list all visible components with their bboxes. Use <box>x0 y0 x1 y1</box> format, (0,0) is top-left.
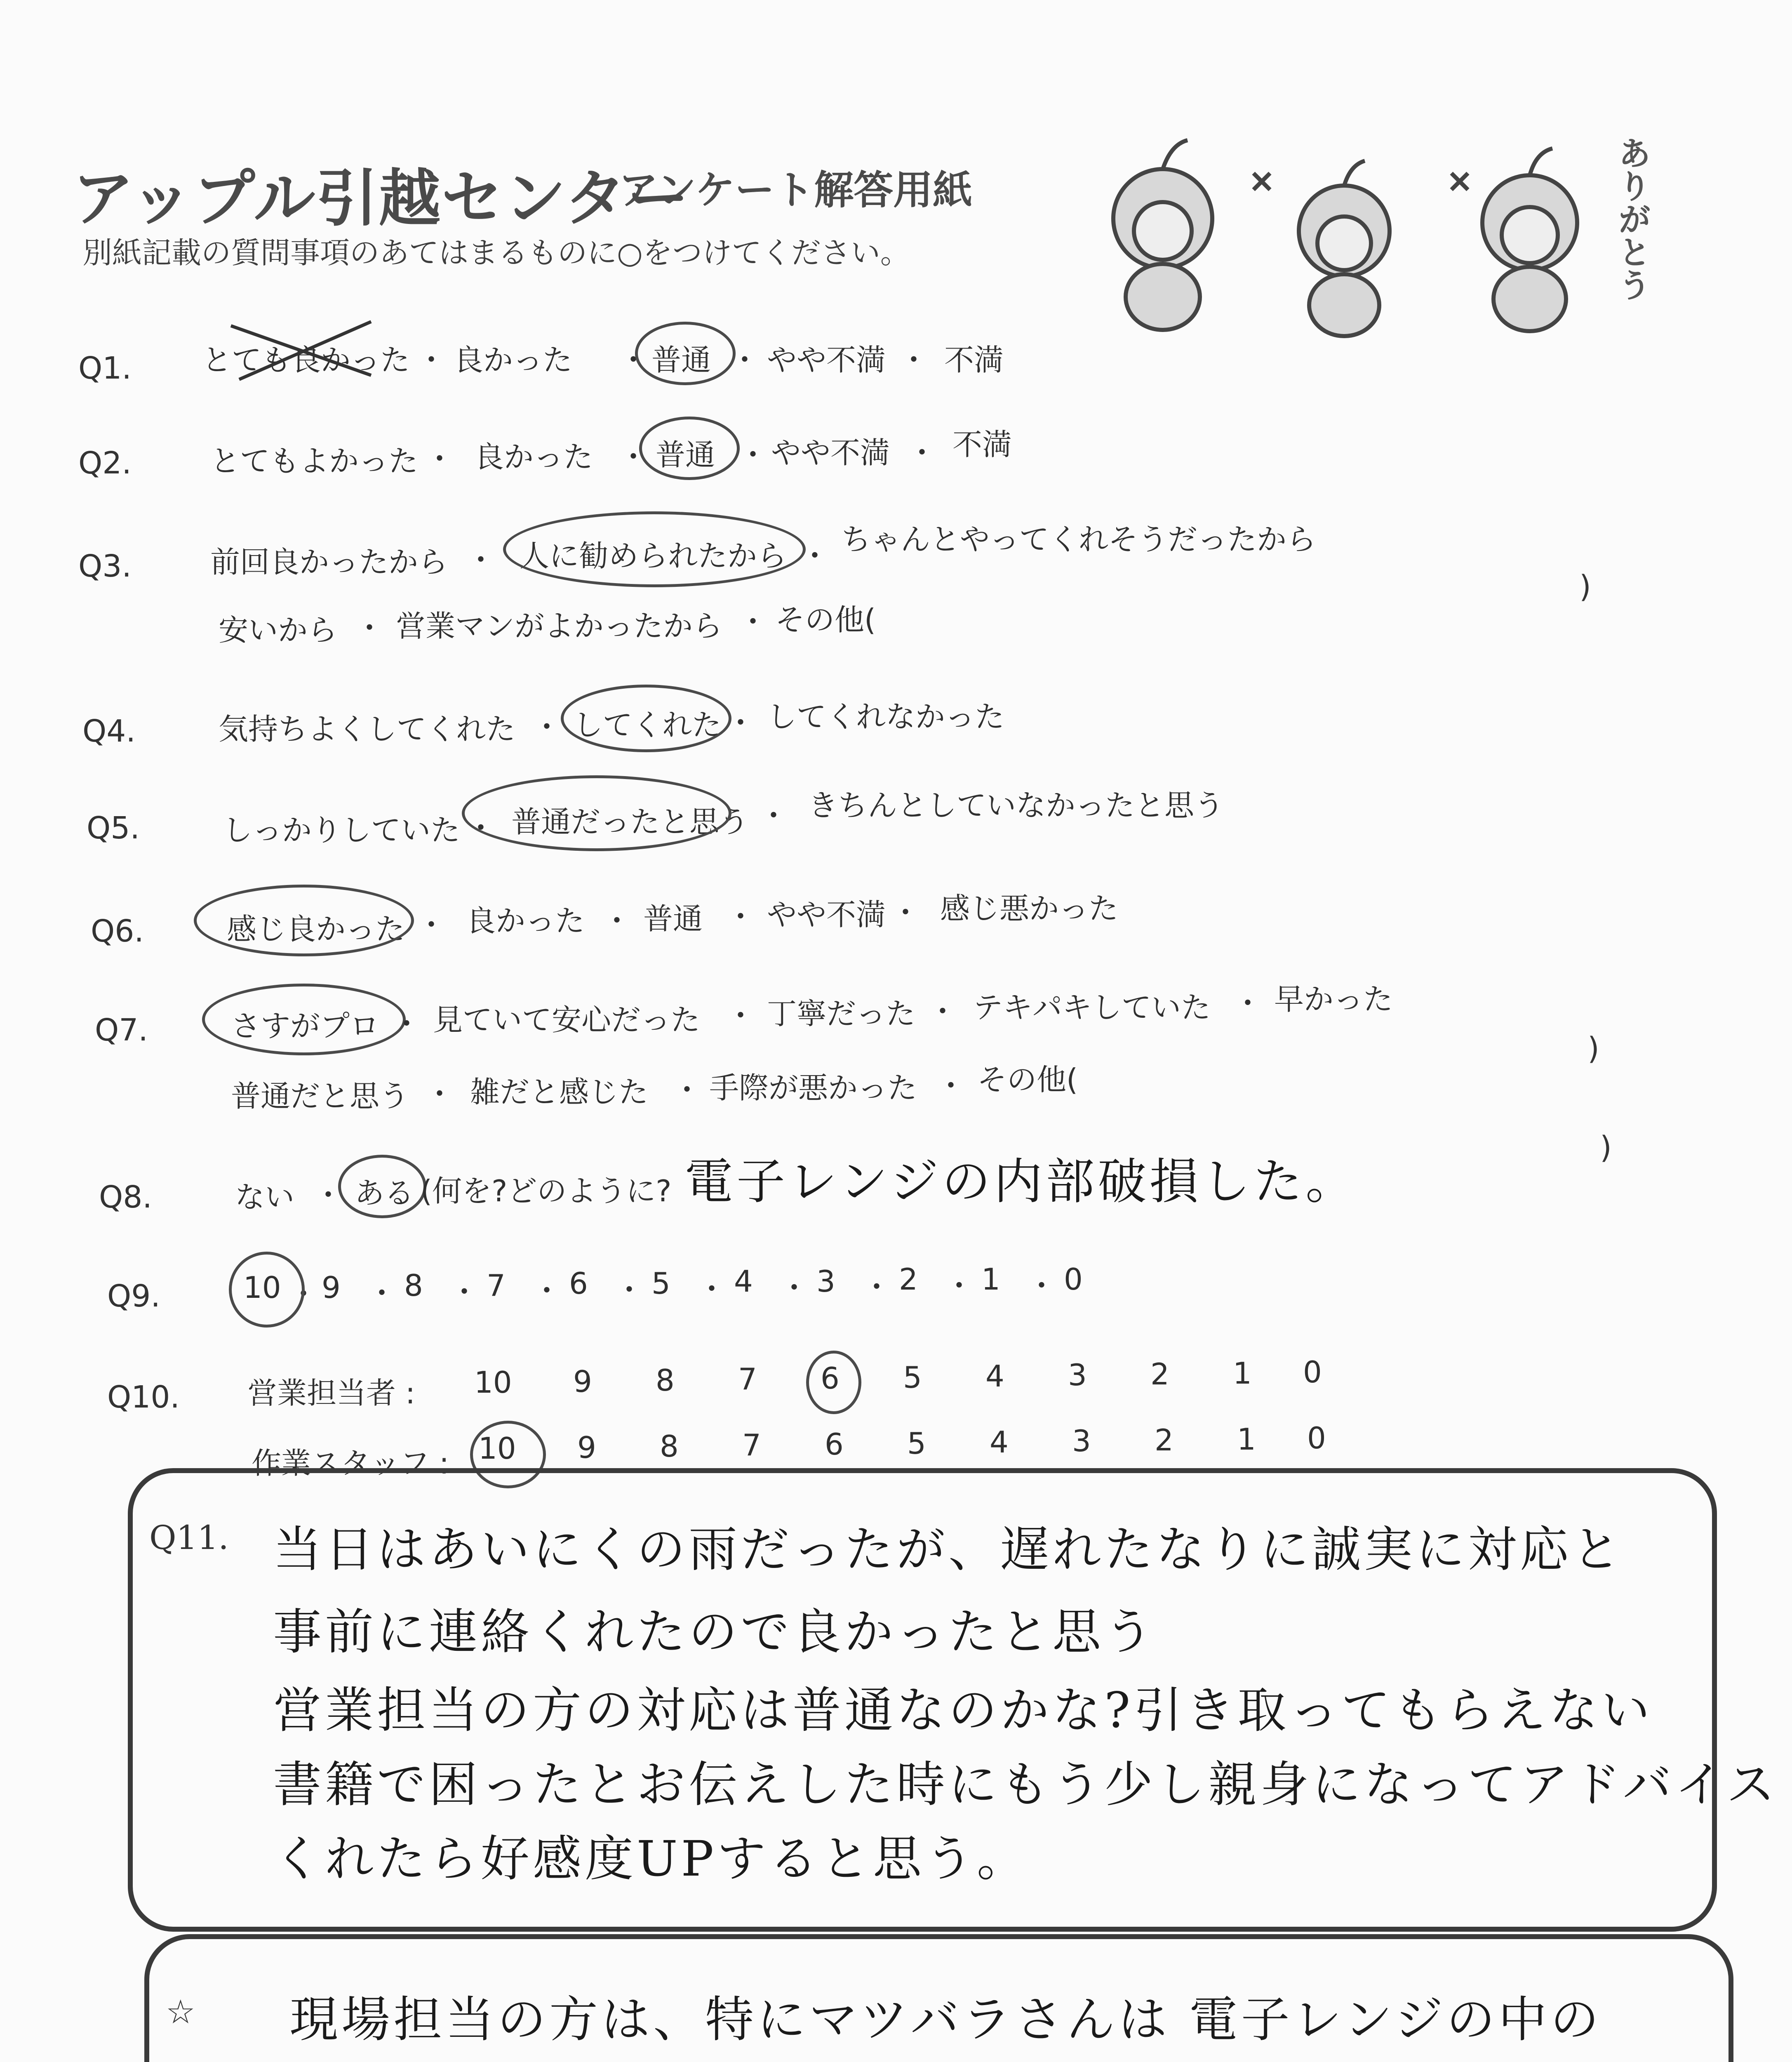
q7-option-6[interactable]: 普通だと思う <box>231 1079 409 1113</box>
q10-staff-label: 作業スタッフ : <box>252 1446 449 1481</box>
q3-option-1[interactable]: 前回良かったから <box>210 545 448 579</box>
q11-line-3: 営業担当の方の対応は普通なのかな?引き取ってもらえない <box>273 1682 1653 1739</box>
q9-option-8[interactable]: 8 <box>404 1268 423 1303</box>
company-name: アップル引越センター <box>72 163 690 235</box>
q3-close-paren: ) <box>1579 569 1591 605</box>
q6-option-3[interactable]: 普通 <box>643 902 703 936</box>
q9-option-2[interactable]: 2 <box>899 1262 918 1297</box>
q7-option-8[interactable]: 手際が悪かった <box>709 1071 917 1105</box>
q6-option-4[interactable]: やや不満 <box>767 897 886 932</box>
q1-label: Q1. <box>78 351 132 386</box>
q3-selected-circle <box>503 511 806 587</box>
q8-close-paren: ) <box>1600 1130 1612 1165</box>
q7-selected-circle <box>202 984 406 1055</box>
q10-sales-label: 営業担当者 : <box>247 1376 416 1410</box>
q3-label: Q3. <box>78 548 132 584</box>
q2-option-1[interactable]: とてもよかった <box>210 444 419 478</box>
q10-staff-3[interactable]: 3 <box>1072 1424 1091 1458</box>
q2-label: Q2. <box>78 445 132 481</box>
q2-option-3[interactable]: 普通 <box>656 438 715 472</box>
q10-sales-0[interactable]: 0 <box>1303 1355 1322 1389</box>
q10-staff-5[interactable]: 5 <box>907 1426 926 1461</box>
q2-selected-circle <box>639 417 740 480</box>
q1-option-5[interactable]: 不満 <box>944 343 1004 377</box>
q8-prompt: (何を?どのように? <box>421 1174 672 1208</box>
q1-option-3[interactable]: 普通 <box>651 343 711 377</box>
q6-selected-circle <box>194 885 414 956</box>
q3-option-3[interactable]: ちゃんとやってくれそうだったから <box>841 522 1317 557</box>
q10-label: Q10. <box>107 1379 180 1415</box>
q4-option-1[interactable]: 気持ちよくしてくれた <box>219 712 516 746</box>
q11-comment-box <box>128 1468 1778 1932</box>
q2-option-5[interactable]: 不満 <box>952 427 1012 462</box>
q10-sales-9[interactable]: 9 <box>573 1364 592 1399</box>
q3-option-6[interactable]: その他( <box>775 603 876 637</box>
q10-staff-scale <box>478 1415 1344 1464</box>
q7-label: Q7. <box>95 1012 148 1048</box>
q9-option-10[interactable]: 10 <box>243 1270 281 1305</box>
q7-option-1[interactable]: さすがプロ <box>231 1009 380 1043</box>
q8-answer[interactable]: 電子レンジの内部破損した。 <box>684 1153 1358 1210</box>
q1-option-1[interactable]: とても良かった <box>202 343 410 377</box>
q11-line-4: 書籍で困ったとお伝えした時にもう少し親身になってアドバイス <box>273 1756 1778 1813</box>
q10-sales-6[interactable]: 6 <box>821 1361 840 1396</box>
q9-label: Q9. <box>107 1278 160 1314</box>
q5-option-3[interactable]: きちんとしていなかったと思う <box>808 788 1224 823</box>
q5-option-2[interactable]: 普通だったと思う <box>511 805 749 839</box>
q9-option-7[interactable]: 7 <box>487 1268 506 1303</box>
star-line-2 <box>289 2059 1536 2062</box>
monkey-mascots-illustration <box>1080 124 1658 371</box>
q10-sales-scale <box>474 1349 1340 1398</box>
q9-option-4[interactable]: 4 <box>734 1264 753 1299</box>
q10-staff-0[interactable]: 0 <box>1307 1421 1326 1455</box>
q9-option-3[interactable]: 3 <box>816 1264 835 1299</box>
q9-option-9[interactable]: 9 <box>322 1270 341 1305</box>
q4-option-3[interactable]: してくれなかった <box>767 699 1005 734</box>
q8-option-yes[interactable]: ある <box>355 1176 414 1210</box>
q5-selected-circle <box>462 775 731 851</box>
q9-selected-circle <box>229 1252 305 1328</box>
q9-option-5[interactable]: 5 <box>651 1266 670 1301</box>
star-comment-box <box>144 1934 1733 2062</box>
q11-line-1: 当日はあいにくの雨だったが、遅れたなりに誠実に対応と <box>273 1521 1624 1578</box>
q10-sales-8[interactable]: 8 <box>656 1363 675 1398</box>
q6-option-1[interactable]: 感じ良かった <box>227 912 405 946</box>
q10-sales-7[interactable]: 7 <box>738 1362 757 1396</box>
q10-sales-3[interactable]: 3 <box>1068 1358 1087 1392</box>
q3-option-5[interactable]: 営業マンがよかったから <box>396 609 723 643</box>
q10-sales-5[interactable]: 5 <box>903 1360 922 1395</box>
q11-label: Q11. <box>149 1518 229 1557</box>
q7-option-9[interactable]: その他( <box>977 1062 1078 1097</box>
q10-staff-8[interactable]: 8 <box>660 1429 679 1464</box>
q9-option-0[interactable]: 0 <box>1064 1262 1083 1297</box>
q10-staff-4[interactable]: 4 <box>990 1425 1009 1459</box>
cross-out-mark <box>214 318 388 384</box>
q7-option-2[interactable]: 見ていて安心だった <box>433 1003 701 1037</box>
q2-option-4[interactable]: やや不満 <box>771 435 890 470</box>
q7-option-5[interactable]: 早かった <box>1274 982 1393 1017</box>
q5-option-1[interactable]: しっかりしていた <box>223 813 461 847</box>
q1-option-4[interactable]: やや不満 <box>767 343 886 377</box>
q6-option-2[interactable]: 良かった <box>466 904 585 938</box>
thanks-text: ありがとう <box>1613 136 1651 301</box>
q10-sales-1[interactable]: 1 <box>1233 1356 1252 1391</box>
q10-staff-10[interactable]: 10 <box>478 1431 516 1466</box>
q7-option-7[interactable]: 雑だと感じた <box>470 1075 649 1109</box>
q11-line-2: 事前に連絡くれたので良かったと思う <box>273 1603 1157 1660</box>
q7-option-3[interactable]: 丁寧だった <box>767 996 916 1031</box>
q10-sales-2[interactable]: 2 <box>1150 1357 1169 1391</box>
q3-option-4[interactable]: 安いから <box>219 613 338 647</box>
q5-label: Q5. <box>87 810 140 846</box>
q10-staff-9[interactable]: 9 <box>577 1430 596 1465</box>
q1-selected-circle <box>635 322 736 385</box>
q10-sales-selected-circle <box>806 1351 861 1414</box>
q4-selected-circle <box>561 685 731 752</box>
q11-line-5: くれたら好感度UPすると思う。 <box>273 1830 1029 1887</box>
q6-label: Q6. <box>91 913 144 949</box>
q8-option-none[interactable]: ない <box>235 1180 295 1215</box>
q9-option-6[interactable]: 6 <box>569 1266 588 1301</box>
q2-option-2[interactable]: 良かった <box>474 440 593 474</box>
q10-staff-2[interactable]: 2 <box>1155 1423 1174 1457</box>
instruction-text: 別紙記載の質問事項のあてはまるものに○をつけてください。 <box>82 235 910 270</box>
form-title: アンケート解答用紙 <box>618 167 973 213</box>
q10-staff-7[interactable]: 7 <box>742 1428 761 1462</box>
q4-label: Q4. <box>82 713 136 749</box>
q7-option-4[interactable]: テキパキしていた <box>973 990 1211 1025</box>
q8-selected-circle <box>338 1155 426 1218</box>
q10-staff-6[interactable]: 6 <box>825 1427 844 1462</box>
q3-option-2[interactable]: 人に勧められたから <box>520 539 787 573</box>
star-line-1: 現場担当の方は、特にマツバラさんは 電子レンジの中の <box>289 1991 1602 2048</box>
q9-option-1[interactable]: 1 <box>981 1262 1000 1297</box>
q6-option-5[interactable]: 感じ悪かった <box>940 891 1119 926</box>
star-label: ☆ <box>166 1993 195 2031</box>
q7-close-paren: ) <box>1587 1031 1599 1066</box>
q8-label: Q8. <box>99 1179 152 1215</box>
q9-scale: 10 9 8 7 6 5 4 3 2 1 0 ・ ・ ・ ・ ・ ・ ・ ・ ・ ・ <box>243 1262 1083 1311</box>
q10-sales-10[interactable]: 10 <box>474 1365 512 1400</box>
q10-sales-4[interactable]: 4 <box>985 1359 1004 1393</box>
q4-option-2[interactable]: してくれた <box>573 708 722 742</box>
q1-option-2[interactable]: 良かった <box>454 343 573 377</box>
q10-staff-1[interactable]: 1 <box>1237 1422 1256 1457</box>
